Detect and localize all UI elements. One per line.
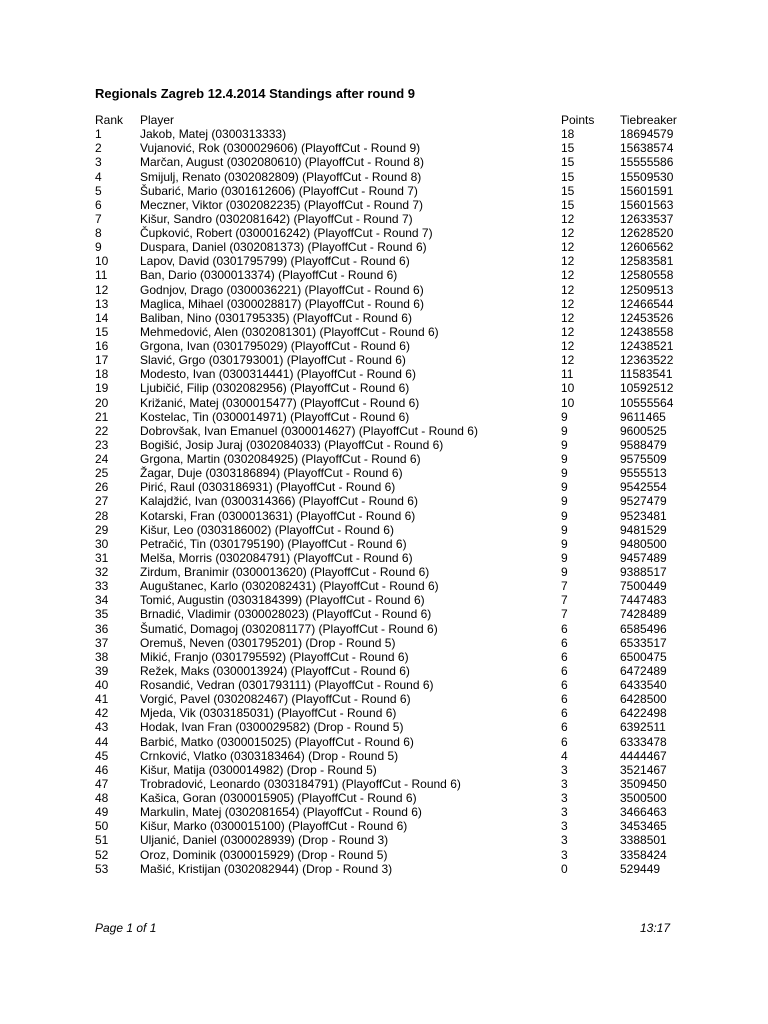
tiebreaker-cell: 6533517 [620, 635, 667, 650]
points-cell: 11 [561, 367, 574, 382]
table-row [95, 283, 715, 297]
rank-cell: 39 [95, 663, 109, 678]
table-row [95, 848, 715, 862]
rank-cell: 49 [95, 805, 109, 820]
table-row [95, 763, 715, 777]
rank-cell: 35 [95, 607, 109, 622]
tiebreaker-cell: 7447483 [620, 593, 667, 608]
table-row [95, 410, 715, 424]
points-cell: 15 [561, 141, 575, 156]
rank-cell: 34 [95, 593, 109, 608]
points-cell: 9 [561, 536, 568, 551]
tiebreaker-cell: 12438521 [620, 339, 674, 353]
player-cell: Petračić, Tin (0301795190) (PlayoffCut - Round 6) [140, 536, 407, 551]
points-cell: 15 [561, 155, 575, 170]
points-cell: 6 [561, 663, 568, 678]
rank-cell: 15 [95, 324, 109, 339]
tiebreaker-cell: 3466463 [620, 805, 667, 820]
points-cell: 15 [561, 197, 575, 212]
tiebreaker-cell: 6392511 [620, 720, 666, 735]
table-row [95, 466, 715, 480]
player-cell: Rosandić, Vedran (0301793111) (PlayoffCut - Round 6) [140, 678, 434, 692]
rank-cell: 42 [95, 706, 109, 721]
table-row [95, 692, 715, 706]
tiebreaker-cell: 3509450 [620, 776, 667, 791]
player-cell: Kotarski, Fran (0300013631) (PlayoffCut - Round 6) [140, 508, 416, 523]
points-cell: 9 [561, 508, 568, 523]
points-cell: 9 [561, 452, 568, 466]
points-cell: 9 [561, 480, 568, 495]
rank-cell: 37 [95, 635, 109, 650]
tiebreaker-cell: 4444467 [620, 748, 667, 763]
tiebreaker-cell: 9457489 [620, 550, 667, 565]
points-cell: 12 [561, 211, 575, 226]
points-cell: 12 [561, 240, 575, 255]
table-row [95, 678, 715, 692]
rank-cell: 8 [95, 226, 102, 240]
rank-cell: 6 [95, 197, 102, 212]
player-cell: Kišur, Leo (0303186002) (PlayoffCut - Round 6) [140, 522, 394, 537]
rank-cell: 46 [95, 762, 109, 777]
player-cell: Marčan, August (0302080610) (PlayoffCut - Round 8) [140, 155, 424, 170]
table-body [95, 127, 715, 876]
player-cell: Šumatić, Domagoj (0302081177) (PlayoffCut - Round 6) [140, 621, 438, 636]
tiebreaker-cell: 12509513 [620, 282, 674, 297]
points-cell: 3 [561, 791, 568, 805]
player-cell: Ban, Dario (0300013374) (PlayoffCut - Round 6) [140, 268, 398, 283]
points-cell: 10 [561, 381, 575, 396]
tiebreaker-cell: 18694579 [620, 127, 674, 142]
tiebreaker-cell: 9542554 [620, 480, 667, 495]
rank-cell: 5 [95, 183, 102, 198]
player-cell: Smijulj, Renato (0302082809) (PlayoffCut - Round 8) [140, 169, 422, 184]
table-row [95, 325, 715, 339]
table-row [95, 537, 715, 551]
player-cell: Dobrovšak, Ivan Emanuel (0300014627) (PlayoffCut - Round 6) [140, 423, 478, 438]
table-row [95, 141, 715, 155]
rank-cell: 13 [95, 296, 109, 311]
header-tiebreaker: Tiebreaker [620, 113, 677, 127]
points-cell: 0 [561, 861, 568, 876]
tiebreaker-cell: 3358424 [620, 847, 667, 862]
rank-cell: 10 [95, 254, 109, 269]
player-cell: Kišur, Sandro (0302081642) (PlayoffCut - Round 7) [140, 211, 413, 226]
tiebreaker-cell: 12466544 [620, 296, 674, 311]
tiebreaker-cell: 15601563 [620, 197, 674, 212]
rank-cell: 7 [95, 211, 102, 226]
player-cell: Vujanović, Rok (0300029606) (PlayoffCut - Round 9) [140, 141, 421, 156]
table-row [95, 480, 715, 494]
rank-cell: 50 [95, 819, 109, 834]
player-cell: Auguštanec, Karlo (0302082431) (PlayoffCut - Round 6) [140, 579, 439, 594]
player-cell: Modesto, Ivan (0300314441) (PlayoffCut - Round 6) [140, 367, 416, 382]
tiebreaker-cell: 10592512 [620, 381, 674, 396]
player-cell: Režek, Maks (0300013924) (PlayoffCut - Round 6) [140, 663, 410, 678]
table-row [95, 791, 715, 805]
rank-cell: 40 [95, 678, 109, 692]
table-row [95, 650, 715, 664]
table-row [95, 551, 715, 565]
page-number: Page 1 of 1 [95, 921, 157, 935]
rank-cell: 27 [95, 494, 109, 509]
tiebreaker-cell: 6472489 [620, 663, 667, 678]
points-cell: 7 [561, 607, 568, 622]
table-row [95, 862, 715, 876]
player-cell: Jakob, Matej (0300313333) [140, 127, 287, 142]
tiebreaker-cell: 12453526 [620, 310, 674, 325]
tiebreaker-cell: 9575509 [620, 452, 667, 466]
rank-cell: 24 [95, 452, 109, 466]
table-row [95, 339, 715, 353]
player-cell: Mjeda, Vik (0303185031) (PlayoffCut - Round 6) [140, 706, 397, 721]
points-cell: 4 [561, 748, 568, 763]
tiebreaker-cell: 6422498 [620, 706, 667, 721]
table-row [95, 735, 715, 749]
points-cell: 3 [561, 819, 568, 834]
player-cell: Mehmedović, Alen (0302081301) (PlayoffCut - Round 6) [140, 324, 439, 339]
table-row [95, 198, 715, 212]
tiebreaker-cell: 15638574 [620, 141, 674, 156]
points-cell: 18 [561, 127, 575, 142]
points-cell: 10 [561, 395, 575, 410]
tiebreaker-cell: 15601591 [620, 183, 674, 198]
player-cell: Kostelac, Tin (0300014971) (PlayoffCut - Round 6) [140, 409, 410, 424]
table-row [95, 353, 715, 367]
tiebreaker-cell: 9480500 [620, 536, 667, 551]
player-cell: Lapov, David (0301795799) (PlayoffCut - Round 6) [140, 254, 410, 269]
tiebreaker-cell: 12583581 [620, 254, 674, 269]
player-cell: Križanić, Matej (0300015477) (PlayoffCut - Round 6) [140, 395, 420, 410]
points-cell: 12 [561, 339, 575, 353]
points-cell: 3 [561, 805, 568, 820]
tiebreaker-cell: 15509530 [620, 169, 674, 184]
table-row [95, 494, 715, 508]
table-row [95, 607, 715, 621]
player-cell: Pirić, Raul (0303186931) (PlayoffCut - Round 6) [140, 480, 396, 495]
rank-cell: 53 [95, 861, 109, 876]
rank-cell: 22 [95, 423, 109, 438]
tiebreaker-cell: 9588479 [620, 437, 667, 452]
table-row [95, 509, 715, 523]
rank-cell: 47 [95, 776, 109, 791]
rank-cell: 21 [95, 409, 109, 424]
player-cell: Vorgić, Pavel (0302082467) (PlayoffCut - Round 6) [140, 692, 411, 707]
table-row [95, 170, 715, 184]
player-cell: Godnjov, Drago (0300036221) (PlayoffCut - Round 6) [140, 282, 424, 297]
player-cell: Slavić, Grgo (0301793001) (PlayoffCut - Round 6) [140, 353, 406, 368]
tiebreaker-cell: 12363522 [620, 353, 674, 368]
table-row [95, 622, 715, 636]
tiebreaker-cell: 529449 [620, 861, 661, 876]
player-cell: Žagar, Duje (0303186894) (PlayoffCut - Round 6) [140, 466, 403, 481]
player-cell: Baliban, Nino (0301795335) (PlayoffCut - Round 6) [140, 310, 412, 325]
player-cell: Markulin, Matej (0302081654) (PlayoffCut - Round 6) [140, 805, 422, 820]
table-row [95, 452, 715, 466]
points-cell: 12 [561, 268, 575, 283]
table-row [95, 226, 715, 240]
player-cell: Kišur, Matija (0300014982) (Drop - Round 5) [140, 762, 377, 777]
table-row [95, 593, 715, 607]
rank-cell: 12 [95, 282, 109, 297]
standings-table [95, 113, 715, 876]
rank-cell: 43 [95, 720, 109, 735]
tiebreaker-cell: 9555513 [620, 466, 667, 481]
tiebreaker-cell: 12633537 [620, 211, 674, 226]
tiebreaker-cell: 9600525 [620, 423, 667, 438]
print-time: 13:17 [640, 921, 671, 935]
table-row [95, 212, 715, 226]
table-row [95, 706, 715, 720]
tiebreaker-cell: 3388501 [620, 833, 667, 848]
tiebreaker-cell: 6500475 [620, 649, 667, 664]
points-cell: 9 [561, 522, 568, 537]
table-row [95, 254, 715, 268]
player-cell: Brnadić, Vladimir (0300028023) (PlayoffCut - Round 6) [140, 607, 432, 622]
player-cell: Bogišić, Josip Juraj (0302084033) (PlayoffCut - Round 6) [140, 437, 444, 452]
rank-cell: 18 [95, 367, 109, 382]
points-cell: 12 [561, 310, 575, 325]
rank-cell: 14 [95, 310, 109, 325]
tiebreaker-cell: 9611465 [620, 409, 666, 424]
table-row [95, 523, 715, 537]
player-cell: Šubarić, Mario (0301612606) (PlayoffCut - Round 7) [140, 183, 418, 198]
points-cell: 6 [561, 635, 568, 650]
rank-cell: 32 [95, 565, 109, 579]
player-cell: Čupković, Robert (0300016242) (PlayoffCut - Round 7) [140, 226, 433, 240]
rank-cell: 4 [95, 169, 102, 184]
header-rank: Rank [95, 113, 124, 127]
rank-cell: 1 [95, 127, 102, 142]
points-cell: 12 [561, 226, 575, 240]
table-row [95, 381, 715, 395]
rank-cell: 23 [95, 437, 109, 452]
table-row [95, 311, 715, 325]
player-cell: Hodak, Ivan Fran (0300029582) (Drop - Round 5) [140, 720, 404, 735]
points-cell: 12 [561, 353, 575, 368]
points-cell: 6 [561, 621, 568, 636]
table-row [95, 268, 715, 282]
tiebreaker-cell: 11583541 [620, 367, 673, 382]
tiebreaker-cell: 12580558 [620, 268, 674, 283]
player-cell: Kišur, Marko (0300015100) (PlayoffCut - Round 6) [140, 819, 408, 834]
points-cell: 3 [561, 762, 568, 777]
rank-cell: 2 [95, 141, 102, 156]
points-cell: 12 [561, 254, 575, 269]
table-row [95, 664, 715, 678]
rank-cell: 31 [95, 550, 109, 565]
points-cell: 9 [561, 494, 568, 509]
player-cell: Oremuš, Neven (0301795201) (Drop - Round 5) [140, 635, 396, 650]
player-cell: Crnković, Vlatko (0303183464) (Drop - Round 5) [140, 748, 399, 763]
tiebreaker-cell: 12438558 [620, 324, 674, 339]
player-cell: Kalajdžić, Ivan (0300314366) (PlayoffCut - Round 6) [140, 494, 418, 509]
points-cell: 15 [561, 169, 575, 184]
rank-cell: 30 [95, 536, 109, 551]
player-cell: Melša, Morris (0302084791) (PlayoffCut - Round 6) [140, 550, 413, 565]
table-row [95, 155, 715, 169]
table-row [95, 424, 715, 438]
table-row [95, 720, 715, 734]
tiebreaker-cell: 9388517 [620, 565, 667, 579]
tiebreaker-cell: 7500449 [620, 579, 667, 594]
player-cell: Kašica, Goran (0300015905) (PlayoffCut - Round 6) [140, 791, 417, 805]
table-row [95, 833, 715, 847]
table-row [95, 749, 715, 763]
points-cell: 3 [561, 833, 568, 848]
rank-cell: 26 [95, 480, 109, 495]
rank-cell: 29 [95, 522, 109, 537]
player-cell: Zirdum, Branimir (0300013620) (PlayoffCut - Round 6) [140, 565, 430, 579]
points-cell: 9 [561, 423, 568, 438]
player-cell: Tomić, Augustin (0303184399) (PlayoffCut - Round 6) [140, 593, 425, 608]
rank-cell: 51 [95, 833, 109, 848]
header-points: Points [561, 113, 595, 127]
player-cell: Grgona, Martin (0302084925) (PlayoffCut - Round 6) [140, 452, 421, 466]
points-cell: 6 [561, 706, 568, 721]
table-row [95, 396, 715, 410]
table-row [95, 805, 715, 819]
rank-cell: 25 [95, 466, 109, 481]
tiebreaker-cell: 15555586 [620, 155, 674, 170]
rank-cell: 9 [95, 240, 102, 255]
rank-cell: 19 [95, 381, 109, 396]
table-row [95, 297, 715, 311]
document-title: Regionals Zagreb 12.4.2014 Standings after round 9 [95, 86, 416, 101]
tiebreaker-cell: 3521467 [620, 762, 667, 777]
tiebreaker-cell: 3453465 [620, 819, 667, 834]
table-row [95, 367, 715, 381]
points-cell: 9 [561, 437, 568, 452]
table-row [95, 777, 715, 791]
tiebreaker-cell: 10555564 [620, 395, 674, 410]
player-cell: Mašić, Kristijan (0302082944) (Drop - Round 3) [140, 861, 393, 876]
rank-cell: 44 [95, 734, 109, 749]
rank-cell: 52 [95, 847, 109, 862]
points-cell: 12 [561, 296, 575, 311]
table-row [95, 819, 715, 833]
points-cell: 15 [561, 183, 575, 198]
rank-cell: 48 [95, 791, 109, 805]
tiebreaker-cell: 3500500 [620, 791, 667, 805]
rank-cell: 45 [95, 748, 109, 763]
player-cell: Oroz, Dominik (0300015929) (Drop - Round 5) [140, 847, 388, 862]
tiebreaker-cell: 6333478 [620, 734, 667, 749]
rank-cell: 17 [95, 353, 109, 368]
points-cell: 9 [561, 409, 568, 424]
rank-cell: 11 [95, 268, 108, 283]
rank-cell: 38 [95, 649, 109, 664]
rank-cell: 3 [95, 155, 102, 170]
player-cell: Meczner, Viktor (0302082235) (PlayoffCut - Round 7) [140, 197, 424, 212]
tiebreaker-cell: 7428489 [620, 607, 667, 622]
tiebreaker-cell: 6428500 [620, 692, 667, 707]
player-cell: Duspara, Daniel (0302081373) (PlayoffCut - Round 6) [140, 240, 427, 255]
rank-cell: 41 [95, 692, 109, 707]
rank-cell: 28 [95, 508, 109, 523]
points-cell: 12 [561, 324, 575, 339]
points-cell: 7 [561, 579, 568, 594]
points-cell: 6 [561, 678, 568, 692]
rank-cell: 33 [95, 579, 109, 594]
tiebreaker-cell: 12606562 [620, 240, 674, 255]
player-cell: Mikić, Franjo (0301795592) (PlayoffCut - Round 6) [140, 649, 409, 664]
points-cell: 6 [561, 734, 568, 749]
player-cell: Maglica, Mihael (0300028817) (PlayoffCut - Round 6) [140, 296, 424, 311]
rank-cell: 20 [95, 395, 109, 410]
table-row [95, 184, 715, 198]
points-cell: 6 [561, 649, 568, 664]
table-row [95, 579, 715, 593]
table-row [95, 240, 715, 254]
points-cell: 9 [561, 466, 568, 481]
points-cell: 6 [561, 692, 568, 707]
tiebreaker-cell: 6585496 [620, 621, 667, 636]
player-cell: Barbić, Matko (0300015025) (PlayoffCut - Round 6) [140, 734, 414, 749]
header-player: Player [140, 113, 175, 127]
table-row [95, 127, 715, 141]
player-cell: Uljanić, Daniel (0300028939) (Drop - Round 3) [140, 833, 389, 848]
tiebreaker-cell: 9527479 [620, 494, 667, 509]
points-cell: 7 [561, 593, 568, 608]
points-cell: 12 [561, 282, 575, 297]
player-cell: Grgona, Ivan (0301795029) (PlayoffCut - Round 6) [140, 339, 410, 353]
points-cell: 9 [561, 565, 568, 579]
rank-cell: 16 [95, 339, 109, 353]
table-row [95, 438, 715, 452]
table-header-row [95, 113, 715, 127]
table-row [95, 636, 715, 650]
rank-cell: 36 [95, 621, 109, 636]
points-cell: 6 [561, 720, 568, 735]
tiebreaker-cell: 6433540 [620, 678, 667, 692]
points-cell: 3 [561, 847, 568, 862]
tiebreaker-cell: 9523481 [620, 508, 667, 523]
player-cell: Trobradović, Leonardo (0303184791) (PlayoffCut - Round 6) [140, 776, 461, 791]
tiebreaker-cell: 9481529 [620, 522, 667, 537]
table-row [95, 565, 715, 579]
tiebreaker-cell: 12628520 [620, 226, 674, 240]
points-cell: 9 [561, 550, 568, 565]
points-cell: 3 [561, 776, 568, 791]
player-cell: Ljubičić, Filip (0302082956) (PlayoffCut - Round 6) [140, 381, 410, 396]
